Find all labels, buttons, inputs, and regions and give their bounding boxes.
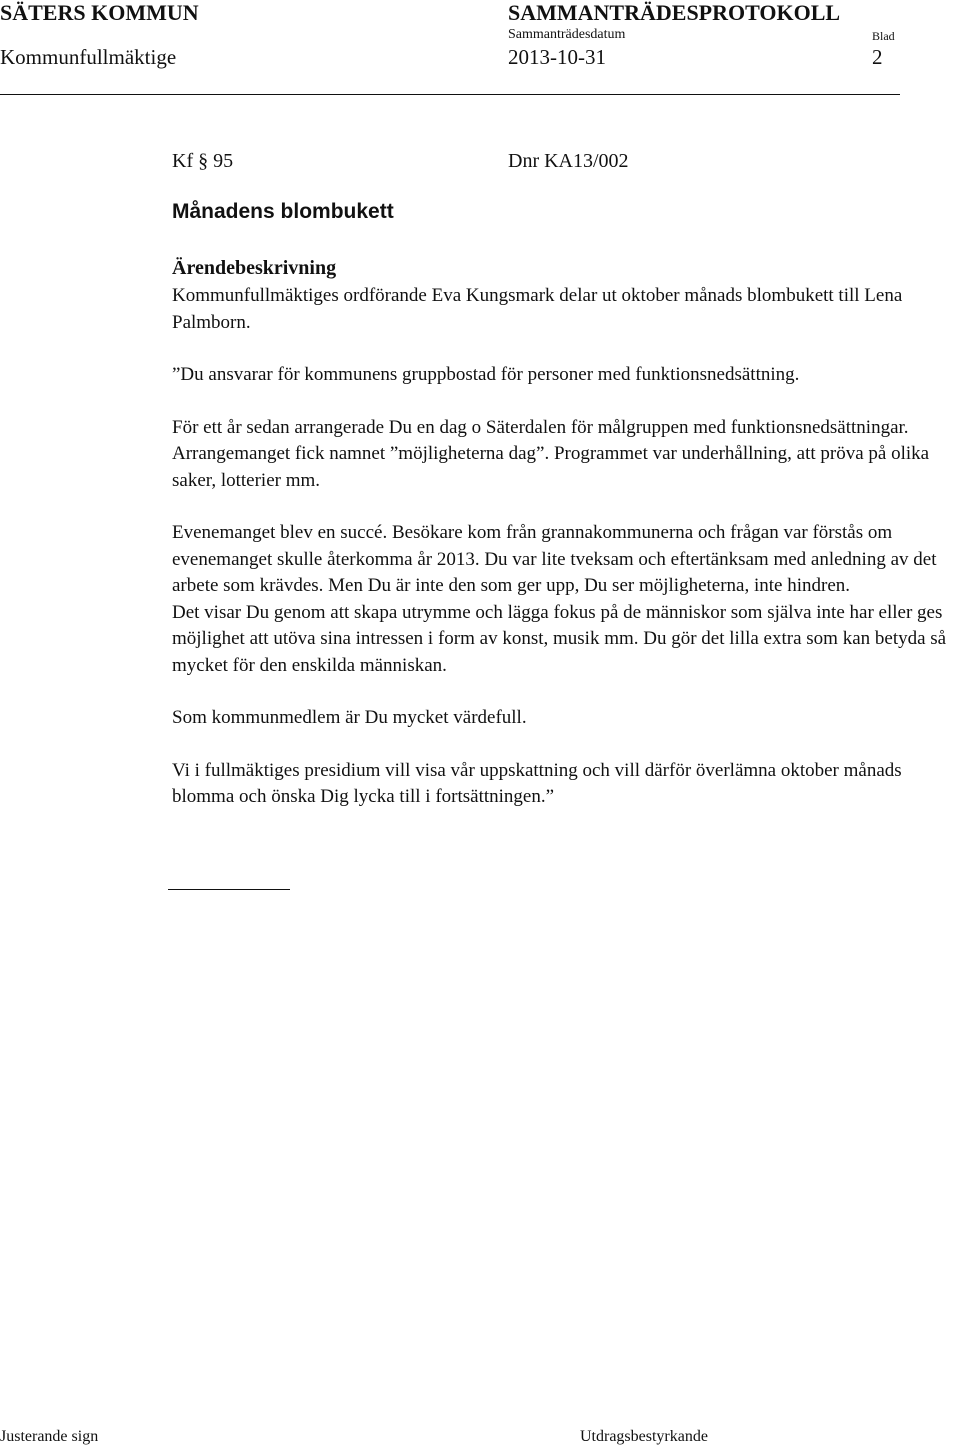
header-rule <box>0 94 900 95</box>
body-name: Kommunfullmäktige <box>0 45 177 69</box>
end-rule <box>168 889 290 890</box>
paragraph-1: Kommunfullmäktiges ordförande Eva Kungsmark delar ut oktober månads blombukett till Lena Palmborn. <box>172 285 903 333</box>
case-description <box>172 283 957 811</box>
page-label: Blad <box>872 29 895 43</box>
footer-justerande-sign: Justerande sign <box>0 1428 99 1445</box>
section-heading: Ärendebeskrivning <box>172 257 337 279</box>
date-label: Sammanträdesdatum <box>508 27 626 42</box>
paragraph-3: För ett år sedan arrangerade Du en dag o Säterdalen för målgruppen med funktionsnedsättningar. Arrangemanget fick namnet ”möjligheterna dag”. Programmet var underhållning, att pröva på olika saker, lotterier mm. <box>172 416 930 491</box>
paragraph-5: Det visar Du genom att skapa utrymme och lägga fokus på de människor som själva inte har eller ges möjlighet att utöva sina intressen i form av konst, musik mm. Du gör det lilla extra som kan betyda så mycket för den enskilda människan. <box>172 601 947 676</box>
footer-utdragsbestyrkande: Utdragsbestyrkande <box>580 1428 708 1445</box>
paragraph-7: Vi i fullmäktiges presidium vill visa vår uppskattning och vill därför överlämna oktober månads blomma och önska Dig lycka till i fortsättningen.” <box>172 759 902 807</box>
case-title: Månadens blombukett <box>172 200 394 223</box>
paragraph-2: ”Du ansvarar för kommunens gruppbostad för personer med funktionsnedsättning. <box>172 364 800 385</box>
org-name: SÄTERS KOMMUN <box>0 0 199 25</box>
dnr: Dnr KA13/002 <box>508 150 629 172</box>
meeting-date: 2013-10-31 <box>508 45 606 69</box>
doc-type: SAMMANTRÄDESPROTOKOLL <box>508 0 841 25</box>
paragraph-6: Som kommunmedlem är Du mycket värdefull. <box>172 707 527 728</box>
page-number: 2 <box>872 45 883 69</box>
paragraph-4: Evenemanget blev en succé. Besökare kom från grannakommunerna och frågan var förstås om evenemanget skulle återkomma år 2013. Du var lite tveksam och eftertänksam med anledning av det arbete som krävdes. Men Du är inte den som ger upp, Du ser möjligheterna, inte hindren. <box>172 522 937 596</box>
paragraph-number: Kf § 95 <box>172 150 234 172</box>
